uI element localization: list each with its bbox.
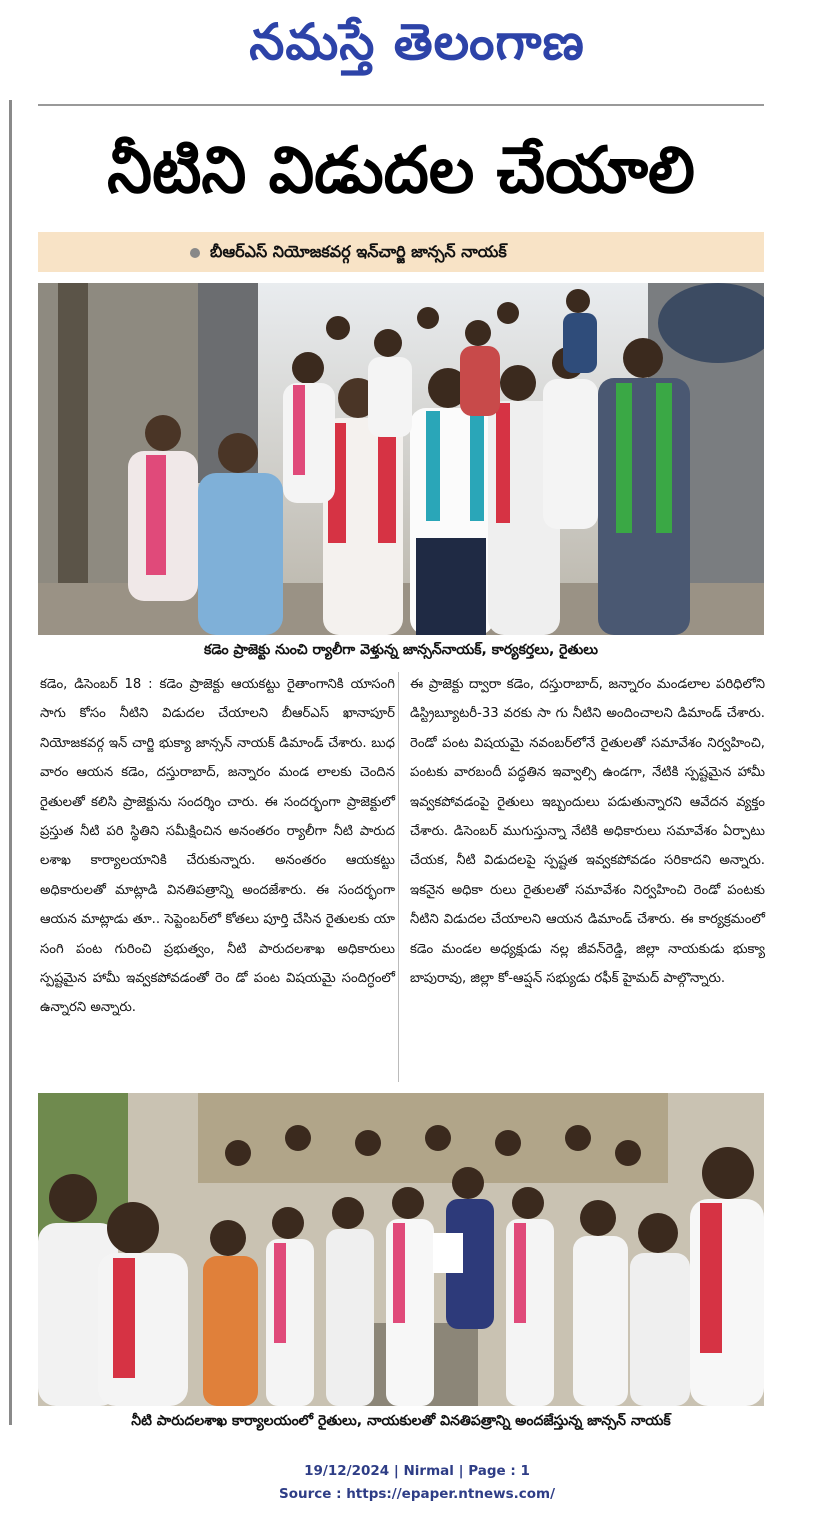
column-divider (398, 672, 399, 1082)
masthead (0, 4, 834, 80)
photo-caption: నీటి పారుదలశాఖ కార్యాలయంలో రైతులు, నాయకులతో వినతిపత్రాన్ని అందజేస్తున్న జాన్సన్ నాయక్ (131, 1413, 671, 1429)
bullet-icon (190, 248, 200, 258)
article-subhead (38, 232, 764, 272)
clipping-border (9, 100, 12, 1425)
memorandum-photo (38, 1093, 764, 1406)
masthead-title: నమస్తే తెలంగాణ (249, 13, 585, 71)
article-column-1: కడెం, డిసెంబర్ 18 : కడెం ప్రాజెక్టు ఆయకట్టు రైతాంగానికి యాసంగి సాగు కోసం నీటిని విడుదల చేయాలని బీఆర్ఎస్ ఖానాపూర్ నియోజకవర్గ ఇన్ చార్జి భుక్యా జాన్సన్ నాయక్ డిమాండ్ చేశారు. బుధ వారం ఆయన కడెం, దస్తురాబాద్, జన్నారం మండ లాలకు చెందిన రైతులతో కలిసి ప్రాజెక్టును సందర్శిం చారు. ఈ సందర్భంగా ప్రాజెక్టులో ప్రస్తుత నీటి పరి స్థితిని సమీక్షించిన అనంతరం ర్యాలీగా నీటి పారుద లశాఖ కార్యాలయానికి చేరుకున్నారు. అనంతరం ఆయకట్టు అధికారులతో మాట్లాడి వినతిపత్రాన్ని అందజేశారు. ఈ సందర్భంగా ఆయన మాట్లాడు తూ.. సెప్టెంబర్‌లో కోతలు పూర్తి చేసిన రైతులకు యా సంగి పంట గురించి ప్రభుత్వం, నీటి పారుదలశాఖ అధికారులు స్పష్టమైన హామీ ఇవ్వకపోవడంతో రెం డో పంట విషయమై సందిగ్ధంలో ఉన్నారని అన్నారు. (40, 677, 395, 1016)
subhead-text: బీఆర్ఎస్ నియోజకవర్గ ఇన్‌చార్జి జాన్సన్ నాయక్ (210, 242, 507, 261)
footer-date-edition: 19/12/2024 | Nirmal | Page : 1 (304, 1463, 530, 1479)
photo-caption: కడెం ప్రాజెక్టు నుంచి ర్యాలీగా వెళ్తున్న జాన్సన్‌నాయక్, కార్యకర్తలు, రైతులు (204, 642, 598, 658)
article-column-2: ఈ ప్రాజెక్టు ద్వారా కడెం, దస్తురాబాద్, జన్నారం మండలాల పరిధిలోని డిస్ట్రిబ్యూటరీ-33 వరకు సా గు నీటిని అందించాలని డిమాండ్ చేశారు. రెండో పంట విషయమై నవంబర్‌లోనే రైతులతో సమావేశం నిర్వహించి, పంటకు వారబందీ పద్ధతిన ఇవ్వాల్సి ఉండగా, నేటికి స్పష్టమైన హామీ ఇవ్వకపోవడంపై రైతులు ఇబ్బందులు పడుతున్నారని ఆవేదన వ్యక్తం చేశారు. డిసెంబర్ ముగుస్తున్నా నేటికి అధికారులు సమావేశం ఏర్పాటు చేయక, నీటి విడుదలపై స్పష్టత ఇవ్వకపోవడం సరికాదని అన్నారు. ఇకనైన అధికా రులు రైతులతో సమావేశం నిర్వహించి రెండో పంటకు నీటిని విడుదల చేయాలని ఆయన డిమాండ్ చేశారు. ఈ కార్యక్రమంలో కడెం మండల అధ్యక్షుడు నల్ల జీవన్‌రెడ్డి, జిల్లా నాయకుడు భుక్యా బాపురావు, జిల్లా కో-ఆప్షన్ సభ్యుడు రఫీక్ హైమద్ పాల్గొన్నారు. (410, 677, 765, 987)
article-headline: నీటిని విడుదల చేయాలి (107, 134, 695, 208)
divider (38, 104, 764, 106)
rally-photo (38, 283, 764, 635)
footer-source: Source : https://epaper.ntnews.com/ (278, 1486, 556, 1502)
